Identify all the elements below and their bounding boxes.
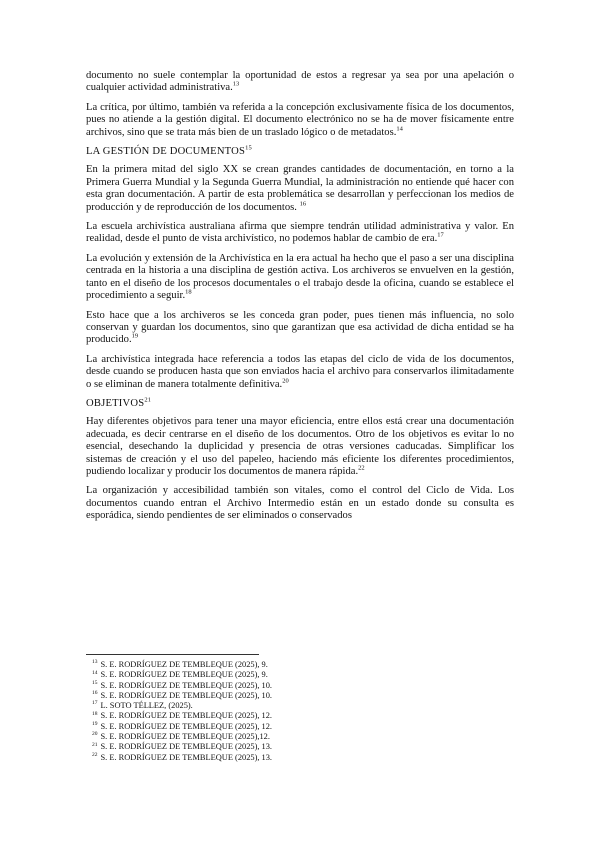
footnote-divider [86, 654, 259, 655]
footnote-ref[interactable]: 14 [396, 125, 403, 133]
footnote-text: S. E. RODRÍGUEZ DE TEMBLEQUE (2025),12. [100, 732, 270, 742]
paragraph [86, 70, 514, 95]
footnote-number: 13 [92, 659, 98, 666]
footnote-item [92, 660, 512, 670]
footnote-item [92, 722, 512, 732]
footnote-item [92, 753, 512, 763]
footnote-number: 22 [92, 751, 98, 758]
footnote-text: S. E. RODRÍGUEZ DE TEMBLEQUE (2025), 10. [100, 690, 273, 700]
paragraph-text: La crítica, por último, también va referida a la concepción exclusivamente física de los documentos, pues no atiende a la gestión digital. El documento electrónico no se ha de mover físicamente entre archivos, sino que se trata más bien de un traslado lógico o de metadatos. [86, 101, 514, 138]
paragraph-text: La evolución y extensión de la Archivística en la era actual ha hecho que el paso a ser una disciplina centrada en la historia a una disciplina de gestión activa. Los archiveros se envuelven en la gestión, tanto en el diseño de los procesos documentales o el trabajo desde la oficina, cuando se establece el procedimiento a seguir. [86, 252, 514, 302]
footnote-text: S. E. RODRÍGUEZ DE TEMBLEQUE (2025), 13. [100, 752, 273, 762]
paragraph-text: La archivística integrada hace referencia a todos las etapas del ciclo de vida de los documentos, desde cuando se producen hasta que son enviados hacia el archivo para conservarlos ilimitadamente o se eliminan de manera totalmente definitiva. [86, 353, 514, 390]
paragraph-text: Esto hace que a los archiveros se les conceda gran poder, pues tienen más influencia, no solo conservan y guardan los documentos, sino que garantizan que esa actividad de dicha entidad se ha producido. [86, 309, 514, 346]
paragraph [86, 221, 514, 246]
footnote-number: 14 [92, 669, 98, 676]
footnote-ref[interactable]: 18 [185, 288, 192, 296]
footnote-number: 21 [92, 741, 98, 748]
paragraph-text: En la primera mitad del siglo XX se crean grandes cantidades de documentación, en torno a la Primera Guerra Mundial y la Segunda Guerra Mundial, la administración no entiende qué hacer con esta gran documentación. A partir de esta problemática se desarrollan y perfeccionan los medios de producción y de reproducción de los documentos. [86, 164, 514, 213]
heading-text: LA GESTIÓN DE DOCUMENTOS [86, 146, 246, 158]
paragraph [86, 416, 514, 478]
paragraph [86, 164, 514, 214]
footnote-ref[interactable]: 19 [131, 332, 139, 340]
section-heading-gestion [86, 146, 514, 158]
footnote-text: S. E. RODRÍGUEZ DE TEMBLEQUE (2025), 13. [100, 742, 273, 752]
paragraph [86, 253, 514, 303]
footnote-number: 18 [92, 710, 98, 717]
footnote-item [92, 681, 512, 691]
footnote-text: S. E. RODRÍGUEZ DE TEMBLEQUE (2025), 9. [100, 660, 268, 669]
paragraph [86, 102, 514, 139]
footnote-text: S. E. RODRÍGUEZ DE TEMBLEQUE (2025), 10. [100, 680, 273, 690]
footnote-ref[interactable]: 15 [245, 144, 253, 152]
section-heading-objetivos [86, 398, 514, 410]
footnote-ref[interactable]: 17 [437, 231, 444, 239]
paragraph-text: documento no suele contemplar la oportunidad de estos a regresar ya sea por una apelación o cualquier actividad administrativa. [86, 70, 514, 94]
footnote-item [92, 691, 512, 701]
paragraph-text: Hay diferentes objetivos para tener una mayor eficiencia, entre ellos está crear una documentación adecuada, es decir centrarse en el diseño de los documentos. Otro de los objetivos es evitar lo no esencial, desechando la duplicidad y presencia de otras versiones caducadas. Simplificar los sistemas de creación y el uso del papeleo, haciendo más eficiente los diferentes procedimientos, pudiendo localizar y producir los documentos de manera rápida. [86, 416, 514, 477]
footnote-number: 17 [92, 700, 98, 707]
footnote-text: L. SOTO TÉLLEZ, (2025). [100, 701, 193, 711]
paragraph-text: La organización y accesibilidad también son vitales, como el control del Ciclo de Vida. Los documentos cuando entran el Archivo Intermedio están en un estado donde su consulta es esporádica, siendo pendientes de ser eliminados o conservados [86, 485, 514, 522]
footnote-text: S. E. RODRÍGUEZ DE TEMBLEQUE (2025), 12. [100, 711, 273, 721]
footnote-ref[interactable]: 21 [144, 396, 152, 404]
paragraph [86, 310, 514, 347]
footnote-item [92, 732, 512, 742]
document-body [86, 70, 514, 530]
footnote-number: 19 [92, 720, 98, 727]
footnote-number: 16 [92, 690, 98, 697]
footnote-number: 15 [92, 679, 98, 686]
footnote-ref[interactable]: 20 [282, 377, 289, 384]
heading-text: OBJETIVOS [86, 397, 145, 409]
paragraph [86, 485, 514, 522]
footnotes [92, 660, 512, 763]
footnote-text: S. E. RODRÍGUEZ DE TEMBLEQUE (2025), 9. [100, 670, 268, 680]
footnote-ref[interactable]: 16 [299, 200, 307, 208]
footnote-item [92, 711, 512, 721]
footnote-number: 20 [92, 731, 98, 738]
footnote-ref[interactable]: 22 [358, 464, 365, 472]
footnote-ref[interactable]: 13 [232, 80, 240, 88]
footnote-text: S. E. RODRÍGUEZ DE TEMBLEQUE (2025), 12. [100, 721, 273, 731]
footnote-item [92, 701, 512, 711]
footnote-item [92, 742, 512, 752]
footnote-item [92, 670, 512, 680]
paragraph [86, 354, 514, 391]
paragraph-text: La escuela archivística australiana afirma que siempre tendrán utilidad administrativa y valor. En realidad, desde el punto de vista archivístico, no podemos hablar de cambio de era. [86, 221, 514, 245]
